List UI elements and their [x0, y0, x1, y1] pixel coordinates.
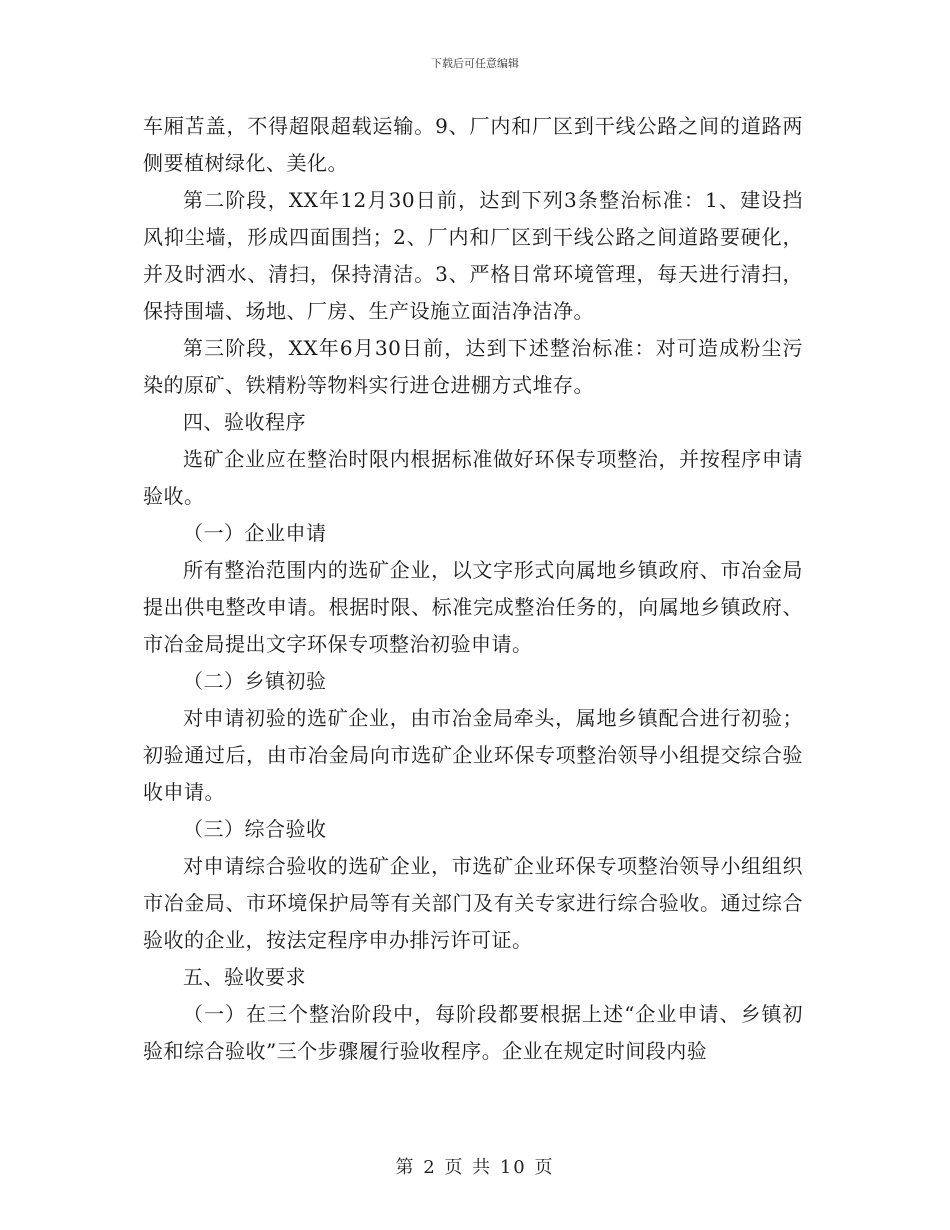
paragraph: 第二阶段，XX年12月30日前，达到下列3条整治标准：1、建设挡风抑尘墙，形成四面围挡；2、厂内和厂区到干线公路之间道路要硬化，并及时洒水、清扫，保持清洁。3、严格日常环境管理，每天进行清扫，保持围墙、场地、厂房、生产设施立面洁净洁净。: [143, 188, 803, 323]
subsection-heading: （三）综合验收: [183, 817, 327, 841]
paragraph: 对申请初验的选矿企业，由市冶金局牵头，属地乡镇配合进行初验；初验通过后，由市冶金局向市选矿企业环保专项整治领导小组提交综合验收申请。: [143, 706, 803, 804]
paragraph: 所有整治范围内的选矿企业，以文字形式向属地乡镇政府、市冶金局提出供电整改申请。根据时限、标准完成整治任务的，向属地乡镇政府、市冶金局提出文字环保专项整治初验申请。: [143, 558, 803, 656]
subsection-heading: （一）企业申请: [183, 521, 327, 545]
paragraph: （一）在三个整治阶段中，每阶段都要根据上述“企业申请、乡镇初验和综合验收”三个步骤履行验收程序。企业在规定时间段内验: [143, 1002, 803, 1063]
paragraph: 车厢苫盖，不得超限超载运输。9、厂内和厂区到干线公路之间的道路两侧要植树绿化、美化。: [143, 114, 803, 175]
paragraph: 对申请综合验收的选矿企业，市选矿企业环保专项整治领导小组组织市冶金局、市环境保护局等有关部门及有关专家进行综合验收。通过综合验收的企业，按法定程序申办排污许可证。: [143, 854, 803, 952]
paragraph: 第三阶段，XX年6月30日前，达到下述整治标准：对可造成粉尘污染的原矿、铁精粉等物料实行进仓进棚方式堆存。: [143, 336, 803, 397]
section-heading: 五、验收要求: [183, 965, 306, 989]
page-number: 第 2 页 共 10 页: [395, 1157, 555, 1178]
subsection-heading: （二）乡镇初验: [183, 669, 327, 693]
section-heading: 四、验收程序: [183, 410, 306, 434]
header-note: 下载后可任意编辑: [431, 57, 519, 70]
paragraph: 选矿企业应在整治时限内根据标准做好环保专项整治，并按程序申请验收。: [143, 447, 803, 508]
document-body: [143, 108, 803, 1070]
